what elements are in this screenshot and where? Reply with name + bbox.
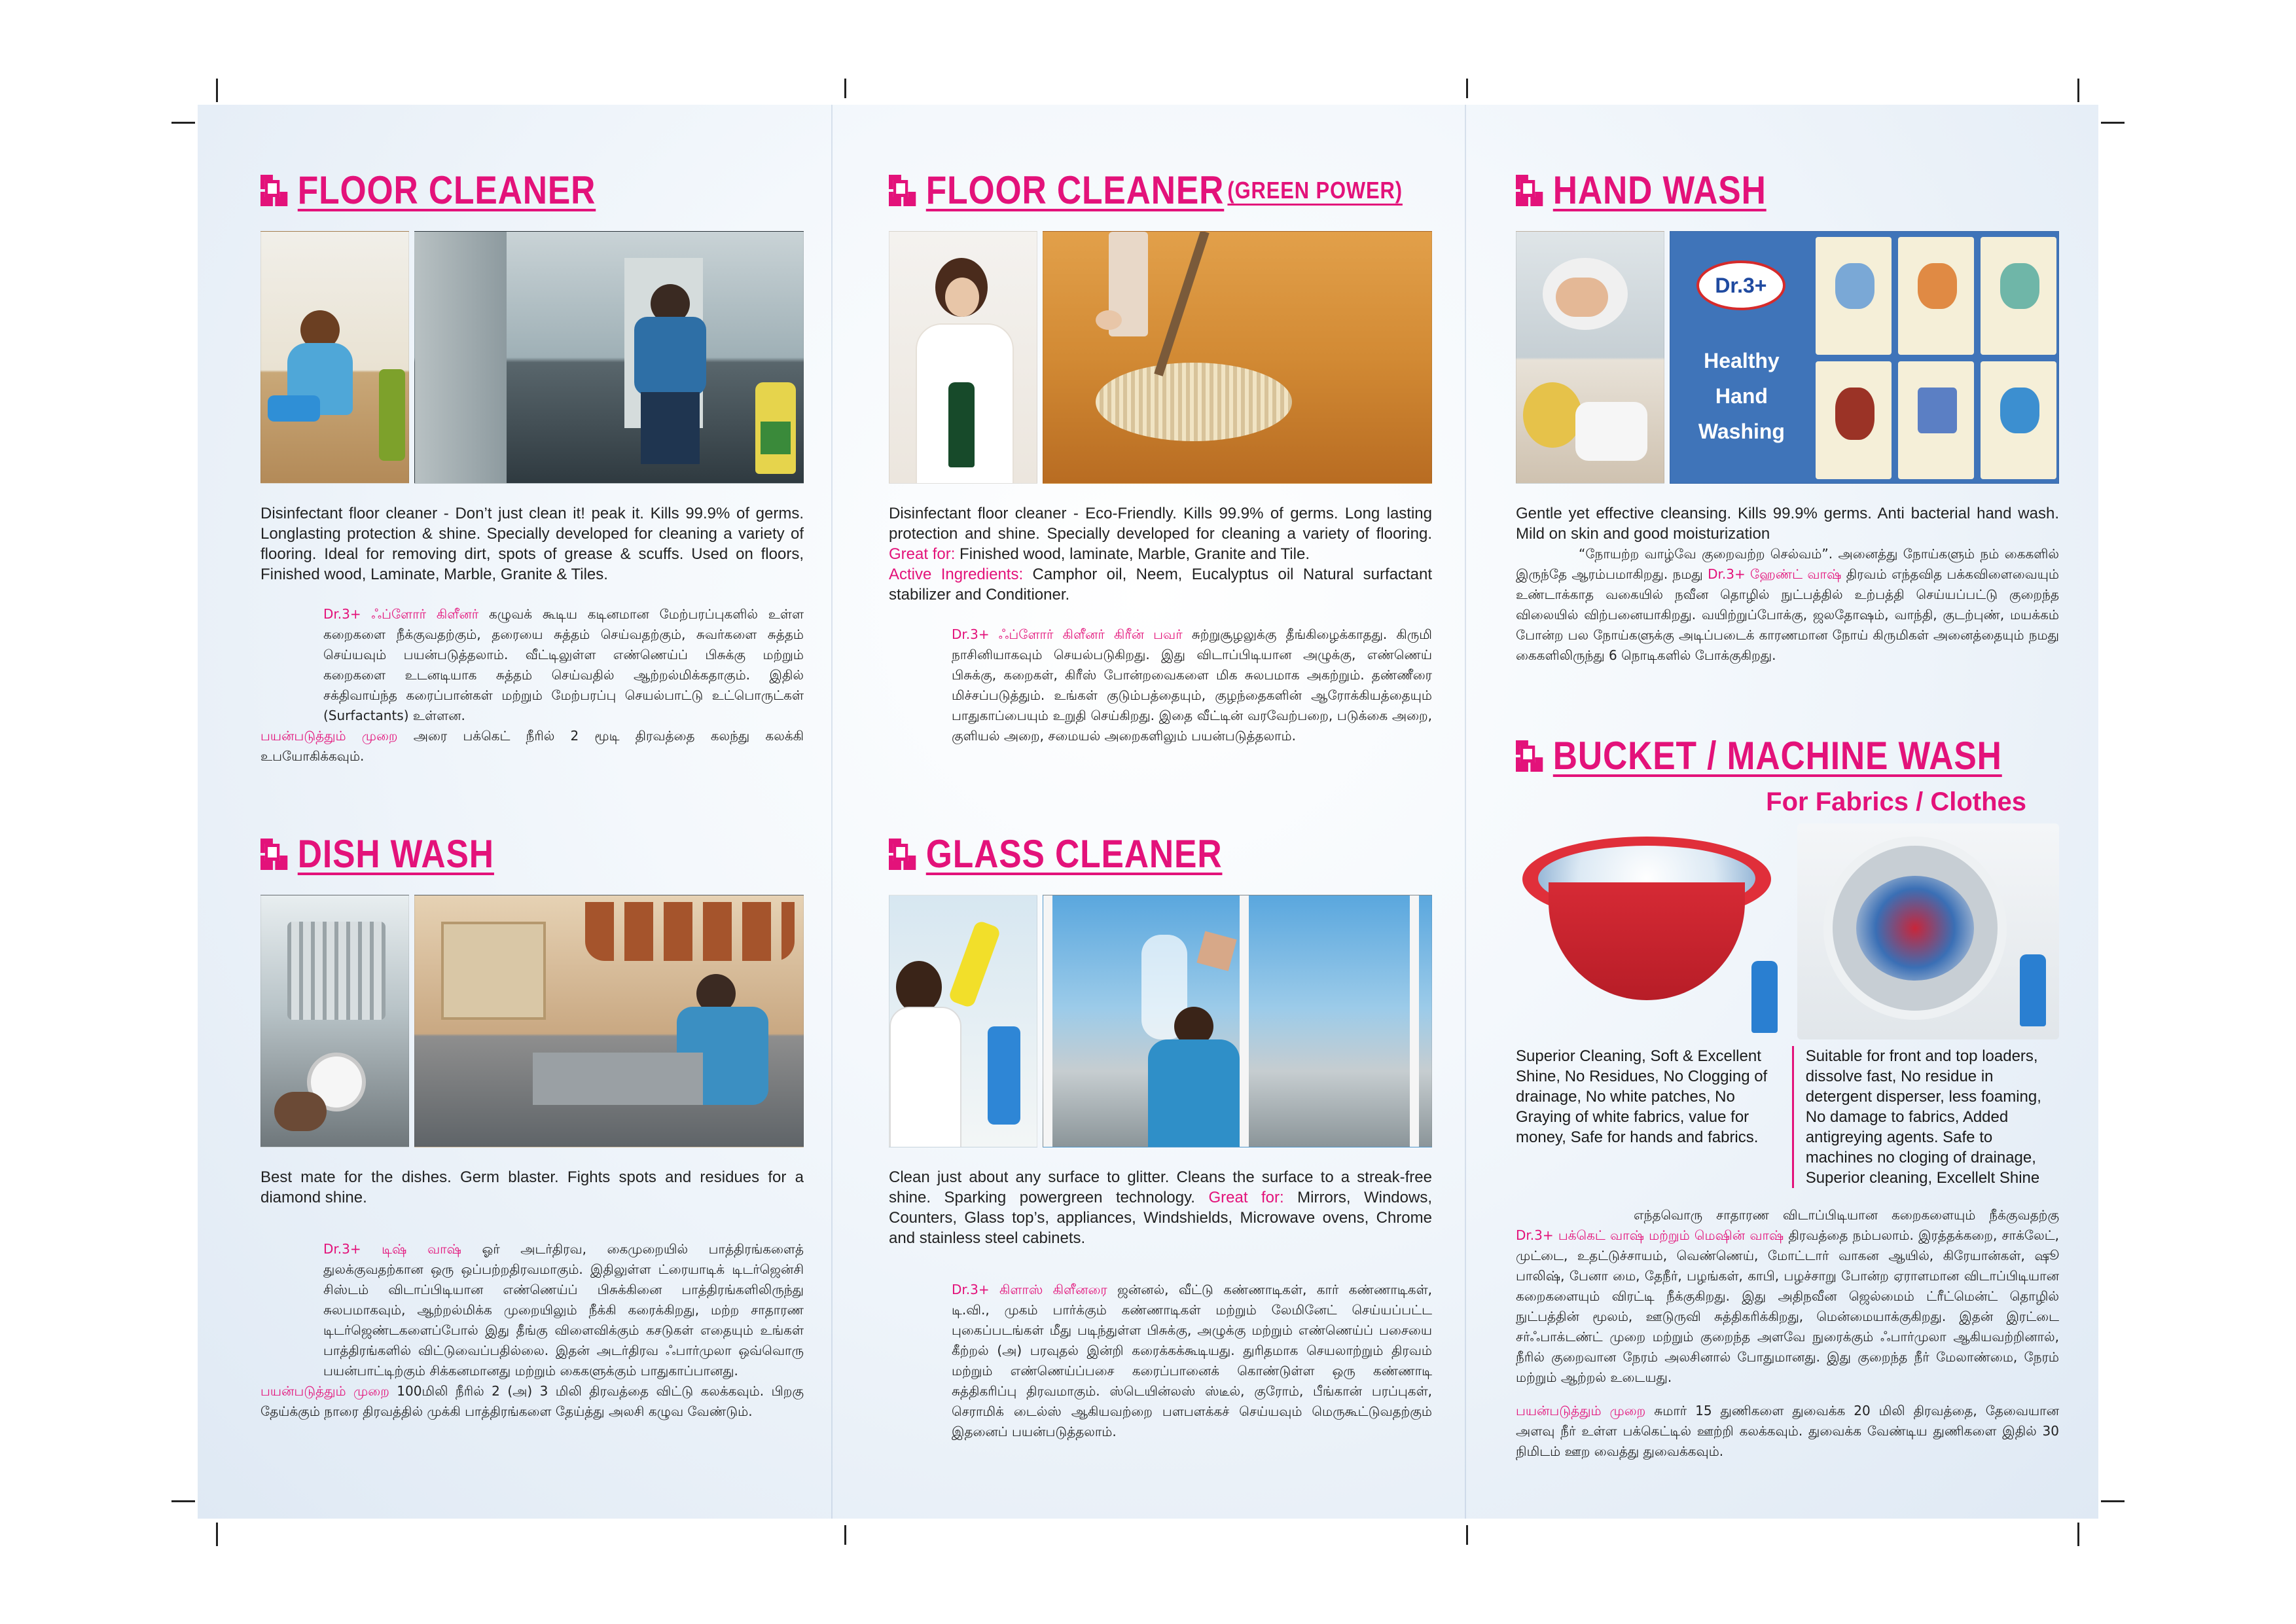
section-glass-cleaner	[889, 831, 1432, 1442]
usage-text: 100மிலி நீரில் 2 (அ) 3 மிலி திரவத்தை விட்டு கலக்கவும். பிறகு தேய்க்கும் நாரை திரவத்தில் முக்கி பாத்திரங்களை தேய்த்து அலசி கழுவ வேண்டும்.	[260, 1383, 804, 1419]
usage-instructions	[1516, 1401, 2059, 1462]
tamil-intro: எந்தவொரு சாதாரண விடாப்பிடியான கறைகளையும் நீக்குவதற்கு	[1634, 1207, 2059, 1223]
section-title: BUCKET / MACHINE WASH	[1552, 734, 2002, 778]
crop-mark	[216, 79, 218, 102]
poster-step-panel	[1898, 361, 1974, 479]
tamil-description	[1516, 1205, 2059, 1388]
poster-step-panel	[1816, 361, 1892, 479]
active-ingredients-label: Active Ingredients:	[889, 566, 1024, 583]
bullet-icon	[1516, 740, 1543, 772]
brand-logo-text: Dr.3+	[1715, 273, 1767, 297]
bullet-icon	[889, 839, 916, 870]
photo-row	[889, 231, 1432, 484]
woman-cleaning-window-photo	[1043, 895, 1432, 1147]
usage-instructions	[260, 1381, 804, 1422]
crop-mark	[2077, 79, 2079, 102]
english-intro: Clean just about any surface to glitter. Cleans the surface to a streak-free shine. Sparking powergreen technology.	[889, 1168, 1432, 1206]
tamil-description	[889, 624, 1432, 746]
english-intro: Disinfectant floor cleaner - Eco-Friendly. Kills 99.9% of germs. Long lasting protection and shine. Specially developed for cleaning a variety of flooring.	[889, 505, 1432, 543]
usage-label: பயன்படுத்தும் முறை	[260, 1383, 389, 1399]
poster-step-panel	[1816, 237, 1892, 355]
fold-line	[831, 105, 833, 1519]
english-description	[889, 1167, 1432, 1248]
english-description: Disinfectant floor cleaner - Don’t just clean it! peak it. Kills 99.9% of germs. Longlasting protection & shine. Specially developed for cleaning a variety of flooring. Ideal for removing dirt, spots of grease & scuffs. Used on floors, Finished wood, Laminate, Marble, Granite & Tiles.	[260, 505, 804, 583]
english-description: Gentle yet effective cleansing. Kills 99.9% germs. Anti bacterial hand wash. Mild on skin and good moisturization	[1516, 505, 2059, 543]
usage-text: சுமார் 15 துணிகளை துவைக்க 20 மிலி திரவத்தை, தேவையான அளவு நீர் உள்ள பக்கெட்டில் ஊற்றி கலக்கவும். துவைக்க வேண்டிய துணிகளை இதில் 30 நிமிடம் ஊற வைத்து துவைக்கவும்.	[1516, 1403, 2059, 1459]
photo-row	[1516, 231, 2059, 484]
section-title: GLASS CLEANER	[925, 832, 1223, 876]
great-for-label: Great for:	[1208, 1189, 1284, 1206]
feature-columns	[1516, 1046, 2059, 1188]
brand-name: Dr.3+ கிளாஸ் கிளீனரை	[952, 1282, 1107, 1297]
photo-row	[260, 895, 804, 1147]
poster-step-panel	[1981, 237, 2056, 355]
usage-text: அரை பக்கெட் நீரில் 2 மூடி திரவத்தை கலந்து கலக்கி உபயோகிக்கவும்.	[260, 728, 804, 764]
man-mopping-office-photo	[414, 231, 804, 484]
poster-caption: Healthy Hand Washing	[1698, 349, 1785, 443]
tamil-intro: “நோயற்ற வாழ்வே குறைவற்ற செல்வம்”. அனைத்து நோய்களும் நம் கைகளில் இருந்தே ஆரம்பமாகிறது. நமது	[1516, 546, 2059, 582]
great-for-text: Mirrors, Windows, Counters, Glass top’s, appliances, Windshields, Microwave ovens, Chrome and stainless steel cabinets.	[889, 1189, 1433, 1247]
poster-step-panel	[1981, 361, 2056, 479]
great-for-label: Great for:	[889, 545, 956, 563]
crop-mark	[2077, 1523, 2079, 1546]
crop-mark	[2101, 1500, 2125, 1502]
bucket-photo	[1516, 823, 1784, 1039]
brand-name: Dr.3+ டிஷ் வாஷ்	[323, 1241, 461, 1257]
crop-mark	[844, 79, 846, 98]
machine-wash-features: Suitable for front and top loaders, dissolve fast, No residue in detergent disperser, less foaming, No damage to fabrics, Added antigreying agents. Safe to machines no cloging of drainage, Superior cleaning, Excellelt Shine	[1805, 1047, 2041, 1187]
section-heading	[889, 168, 1403, 213]
brand-logo	[1696, 261, 1785, 310]
wooden-floor-mop-photo	[1043, 231, 1432, 484]
tamil-body: சுற்றுசூழலுக்கு தீங்கிழைக்காதது. கிருமி நாசினியாகவும் செயல்படுகிறது. இது விடாப்பிடியான அழுக்கு, எண்ணெய் பிசுக்கு, கறைகள், கிரீஸ் போன்றவைகளை மிக சுலபமாக அகற்றும். தண்ணீரை மிச்சப்படுத்தும். உங்கள் குடும்பத்தையும், குழந்தைகளின் ஆரோக்கியத்தையும் பாதுகாப்பையும் உறுதி செய்கிறது. இதை வீட்டின் வரவேற்பறை, படுக்கை அறை, குளியல் அறை, சமையல் அறைகளிலும் பயன்படுத்தலாம்.	[952, 626, 1432, 744]
section-floor-cleaner	[260, 168, 804, 767]
section-heading	[260, 831, 728, 876]
brand-name: Dr.3+ ஃப்ளோர் கிளீனர்	[323, 606, 479, 622]
dish-rinse-photo	[260, 895, 409, 1147]
section-floor-cleaner-green	[889, 168, 1432, 746]
section-hand-wash	[1516, 168, 2059, 666]
usage-instructions	[260, 726, 804, 767]
section-title: FLOOR CLEANER	[925, 168, 1225, 212]
brand-name: Dr.3+ பக்கெட் வாஷ் மற்றும் மெஷின் வாஷ்	[1516, 1227, 1784, 1243]
section-title: DISH WASH	[297, 832, 494, 876]
tamil-body: கழுவக் கூடிய கடினமான மேற்பரப்புகளில் உள்ள கறைகளை நீக்குவதற்கும், தரையை சுத்தம் செய்வதற்கும், சுவர்களை சுத்தம் செய்யவும் பயன்படுத்தலாம். வீட்டிலுள்ள எண்ணெய்ப் பிசுக்கு மற்றும் கறைகளை உடனடியாக சுத்தம் செய்வதில் ஆற்றல்மிக்கதாகும். இதில் சக்திவாய்ந்த கரைப்பான்கள் மற்றும் மேற்பரப்பு செயல்பாட்டு உட்பொருட்கள் (Surfactants) உள்ளன.	[323, 606, 804, 723]
section-heading	[889, 831, 1356, 876]
woman-washing-dishes-photo	[414, 895, 804, 1147]
brochure-sheet	[198, 105, 2098, 1519]
photo-row	[1516, 823, 2059, 1039]
section-heading	[1516, 733, 2002, 778]
poster-step-grid	[1816, 237, 2056, 479]
tamil-body: திரவம் எந்தவித பக்கவிளைவையும் உண்டாக்காத வகையில் நவீன தொழில் நுட்பத்தில் உற்பத்தி செய்யப்பட்டு குறைந்த விலையில் விற்பனையாகிறது. வயிற்றுப்போக்கு, ஜலதோஷம், வாந்தி, குடற்புண், மயக்கம் போன்ற பல நோய்களுக்கு அடிப்படைக் காரணமான நோய் கிருமிகள் அனைத்தையும் நமது கைகளிலிருந்து 6 நொடிகளில் போக்குகிறது.	[1516, 566, 2060, 663]
bullet-icon	[889, 175, 916, 206]
tamil-body: ஜன்னல், வீட்டு கண்ணாடிகள், கார் கண்ணாடிகள், டி.வி., முகம் பார்க்கும் கண்ணாடிகள் மற்றும் லேமினேட் செய்யப்பட்ட புகைப்படங்கள் மீது படிந்துள்ள பிசுக்கு, அழுக்கு மற்றும் எண்ணெய்ப் பசையை கீற்றல் (அ) பரவுதல் இன்றி கரைக்கக்கூடியது. துரிதமாக செயலாற்றும் திரவம் மற்றும் எண்ணெய்ப்பசை கரைப்பானைக் கொண்டுள்ள ஒரு கண்ணாடி சுத்திகரிப்பு திரவமாகும். ஸ்டெயின்லஸ் ஸ்டீல், குரோம், பீங்கான் பரப்புகள், செராமிக் டைல்ஸ் ஆகியவற்றை பளபளக்கச் செய்யவும் மெருகூட்டுவதற்கும் இதனைப் பயன்படுத்தலாம்.	[952, 1282, 1432, 1439]
bullet-icon	[1516, 175, 1543, 206]
bullet-icon	[260, 175, 287, 206]
active-ingredients-text: Camphor oil, Neem, Eucalyptus oil Natural surfactant stabilizer and Conditioner.	[889, 566, 1433, 604]
section-bucket-machine-wash	[1516, 733, 2059, 1462]
usage-label: பயன்படுத்தும் முறை	[1516, 1403, 1646, 1418]
photo-row	[260, 231, 804, 484]
crop-mark	[216, 1523, 218, 1546]
great-for-text: Finished wood, laminate, Marble, Granite and Tile.	[960, 545, 1310, 563]
bullet-icon	[260, 839, 287, 870]
crop-mark	[171, 122, 195, 124]
poster-step-panel	[1898, 237, 1974, 355]
english-description	[889, 503, 1432, 605]
healthy-hand-washing-poster	[1670, 231, 2059, 484]
section-title: FLOOR CLEANER	[297, 168, 596, 212]
woman-spraying-window-photo	[889, 895, 1037, 1147]
tamil-body: ஓர் அடர்திரவ, கைமுறையில் பாத்திரங்களைத் துலக்குவதற்கான ஒரு ஒப்பற்றதிரவமாகும். இதிலுள்ள ட்ரையாடிக் டிடர்ஜென்சி சிஸ்டம் விடாப்பிடியான எண்ணெய்ப் பிசுக்கினை பாத்திரங்களிலிருந்து சுலபமாகவும், ஆற்றல்மிக்க முறையிலும் நீக்கி கரைக்கிறது, மற்ற சாதாரண டிடர்ஜெண்டகளைப்போல் இது தீங்கு விளைவிக்கும் கசடுகள் எதையும் உங்கள் பாத்திரங்களில் விட்டுவைப்பதில்லை. இதன் அடர்திரவ ஃபார்முலா ஒவ்வொரு பயன்பாட்டிற்கும் சிக்கனமானது மற்றும் கைகளுக்கும் பாதுகாப்பானது.	[323, 1241, 804, 1379]
crop-mark	[1466, 1525, 1468, 1545]
section-title: HAND WASH	[1552, 168, 1767, 212]
photo-row	[889, 895, 1432, 1147]
section-dish-wash	[260, 831, 804, 1422]
crop-mark	[171, 1500, 195, 1502]
section-heading	[260, 168, 728, 213]
section-heading	[1516, 168, 1983, 213]
tamil-body: திரவத்தை நம்பலாம். இரத்தக்கறை, சாக்லேட், முட்டை, உதட்டுச்சாயம், வெண்ணெய், மோட்டார் வாகன ஆயில், கிரேயான்கள், ஷூ பாலிஷ், பேனா மை, தேநீர், பழங்கள், காபி, பழச்சாறு போன்ற ஏராளமான விடாப்பிடியான கறைகளையும் விரட்டி நீக்குகிறது. இது அதிநவீன ஜெல்மைம் ட்ரீட்மென்ட் தொழில் நுட்பத்தின் மூலம், ஊடுருவி சுத்திகரிக்கிறது, மென்மையாக்குகிறது. இதன் இரட்டை சர்ஃபாக்டண்ட் முறை மற்றும் குறைந்த அளவே நுரைக்கும் ஃபார்முலா ஆகியவற்றினால், நீரில் குறைவான நேரம் அலசினால் போதுமானது. இது குறைந்த நீர் மேலாண்மை, நேரம் மற்றும் ஆற்றல் உடையது.	[1516, 1227, 2060, 1385]
bucket-wash-features: Superior Cleaning, Soft & Excellent Shine, No Residues, No Clogging of drainage, No white patches, No Graying of white fabrics, value for money, Safe for hands and fabrics.	[1516, 1046, 1794, 1188]
tamil-description	[1516, 544, 2059, 666]
washing-machine-photo	[1797, 823, 2059, 1039]
usage-label: பயன்படுத்தும் முறை	[260, 728, 398, 744]
tamil-description	[260, 1239, 804, 1381]
woman-holding-bottle-photo	[889, 231, 1037, 484]
section-subtitle: (GREEN POWER)	[1227, 176, 1403, 204]
crop-mark	[844, 1525, 846, 1545]
english-description: Best mate for the dishes. Germ blaster. Fights spots and residues for a diamond shine.	[260, 1168, 804, 1206]
tamil-description	[260, 604, 804, 726]
woman-wiping-floor-photo	[260, 231, 409, 484]
child-washing-hands-photo	[1516, 231, 1664, 484]
brand-name: Dr.3+ ஹேண்ட் வாஷ்	[1708, 566, 1842, 582]
fold-line	[1465, 105, 1466, 1519]
crop-mark	[1466, 79, 1468, 98]
brand-name: Dr.3+ ஃப்ளோர் கிளீனர் கிரீன் பவர்	[952, 626, 1183, 642]
tamil-description	[889, 1280, 1432, 1442]
section-subtitle: For Fabrics / Clothes	[1766, 787, 2026, 816]
crop-mark	[2101, 122, 2125, 124]
